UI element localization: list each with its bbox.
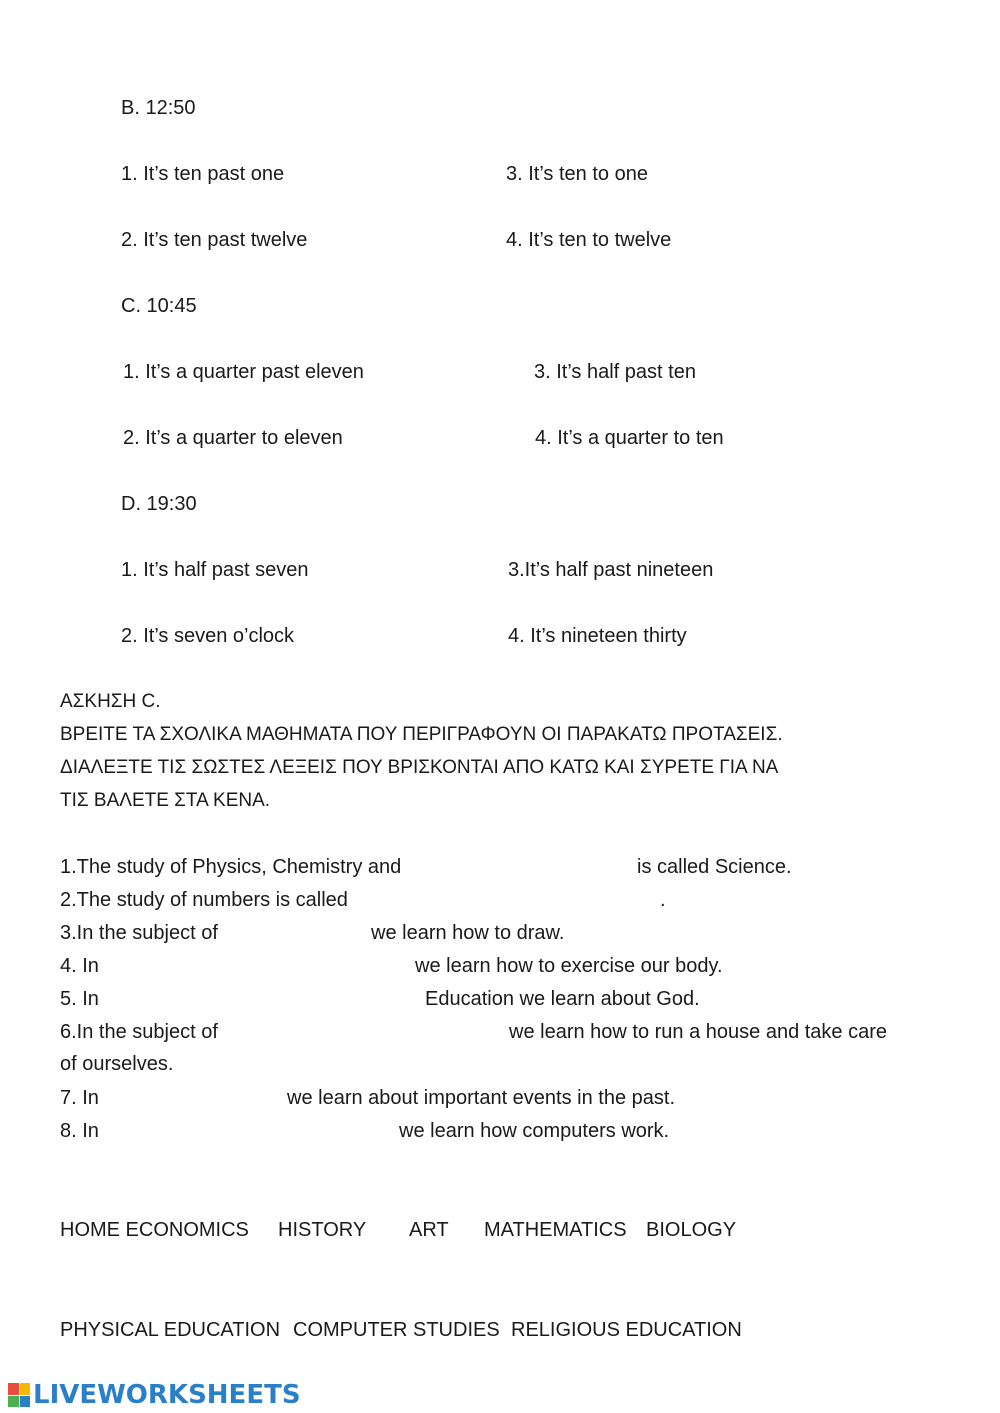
sentence-7-end: we learn about important events in the past.: [287, 1087, 676, 1109]
blank-4[interactable]: [108, 954, 408, 978]
blank-6[interactable]: [240, 1020, 502, 1044]
question-b-heading: B. 12:50: [121, 97, 196, 119]
question-d-option-3[interactable]: 3.It’s half past nineteen: [508, 559, 714, 581]
question-d-option-2[interactable]: 2. It’s seven o’clock: [121, 625, 295, 647]
word-mathematics[interactable]: MATHEMATICS: [484, 1219, 627, 1241]
word-religious-education[interactable]: RELIGIOUS EDUCATION: [511, 1319, 742, 1341]
logo-text: LIVEWORKSHEETS: [33, 1380, 301, 1410]
sentence-4-start: 4. In: [60, 955, 99, 977]
sentence-7-start: 7. In: [60, 1087, 99, 1109]
word-history[interactable]: HISTORY: [278, 1219, 367, 1241]
question-b-option-2[interactable]: 2. It’s ten past twelve: [121, 229, 308, 251]
exercise-instruction-1: ΒΡΕΙΤΕ ΤΑ ΣΧΟΛΙΚΑ ΜΑΘΗΜΑΤΑ ΠΟΥ ΠΕΡΙΓΡΑΦΟΥΝ ΟΙ ΠΑΡΑΚΑΤΩ ΠΡΟΤΑΣΕΙΣ.: [60, 724, 783, 745]
question-c-option-3[interactable]: 3. It’s half past ten: [534, 361, 696, 383]
exercise-title: ΑΣΚΗΣΗ C.: [60, 691, 161, 712]
sentence-2-end: .: [660, 889, 666, 911]
exercise-instruction-2: ΔΙΑΛΕΞΤΕ ΤΙΣ ΣΩΣΤΕΣ ΛΕΞΕΙΣ ΠΟΥ ΒΡΙΣΚΟΝΤΑΙ ΑΠΟ ΚΑΤΩ ΚΑΙ ΣΥΡΕΤΕ ΓΙΑ ΝΑ: [60, 757, 779, 778]
sentence-5-end: Education we learn about God.: [425, 988, 700, 1010]
sentence-6-continuation: of ourselves.: [60, 1053, 174, 1075]
blank-3[interactable]: [243, 921, 365, 945]
question-d-heading: D. 19:30: [121, 493, 197, 515]
word-art[interactable]: ART: [409, 1219, 449, 1241]
sentence-1-end: is called Science.: [637, 856, 792, 878]
question-d-option-4[interactable]: 4. It’s nineteen thirty: [508, 625, 687, 647]
sentence-6-end: we learn how to run a house and take care: [509, 1021, 888, 1043]
blank-1[interactable]: [425, 855, 630, 879]
sentence-3-start: 3.In the subject of: [60, 922, 218, 944]
blank-8[interactable]: [108, 1119, 392, 1143]
sentence-8-start: 8. In: [60, 1120, 99, 1142]
sentence-6-start: 6.In the subject of: [60, 1021, 218, 1043]
question-c-option-4[interactable]: 4. It’s a quarter to ten: [535, 427, 724, 449]
sentence-3-end: we learn how to draw.: [371, 922, 565, 944]
blank-7[interactable]: [108, 1086, 280, 1110]
word-physical-education[interactable]: PHYSICAL EDUCATION: [60, 1319, 281, 1341]
word-biology[interactable]: BIOLOGY: [646, 1219, 737, 1241]
sentence-8-end: we learn how computers work.: [399, 1120, 670, 1142]
sentence-4-end: we learn how to exercise our body.: [415, 955, 723, 977]
question-b-option-3[interactable]: 3. It’s ten to one: [506, 163, 648, 185]
blank-5[interactable]: [108, 987, 418, 1011]
question-c-option-2[interactable]: 2. It’s a quarter to eleven: [123, 427, 343, 449]
question-b-option-1[interactable]: 1. It’s ten past one: [121, 163, 285, 185]
question-c-heading: C. 10:45: [121, 295, 197, 317]
blank-2[interactable]: [372, 888, 657, 912]
sentence-5-start: 5. In: [60, 988, 99, 1010]
exercise-instruction-3: ΤΙΣ ΒΑΛΕΤΕ ΣΤΑ ΚΕΝΑ.: [60, 790, 271, 811]
liveworksheets-logo: [8, 1380, 301, 1410]
question-c-option-1[interactable]: 1. It’s a quarter past eleven: [123, 361, 364, 383]
logo-grid-icon: [8, 1383, 30, 1407]
word-computer-studies[interactable]: COMPUTER STUDIES: [293, 1319, 500, 1341]
sentence-1-start: 1.The study of Physics, Chemistry and: [60, 856, 402, 878]
question-b-option-4[interactable]: 4. It’s ten to twelve: [506, 229, 672, 251]
sentence-2-start: 2.The study of numbers is called: [60, 889, 348, 911]
question-d-option-1[interactable]: 1. It’s half past seven: [121, 559, 309, 581]
word-home-economics[interactable]: HOME ECONOMICS: [60, 1219, 249, 1241]
